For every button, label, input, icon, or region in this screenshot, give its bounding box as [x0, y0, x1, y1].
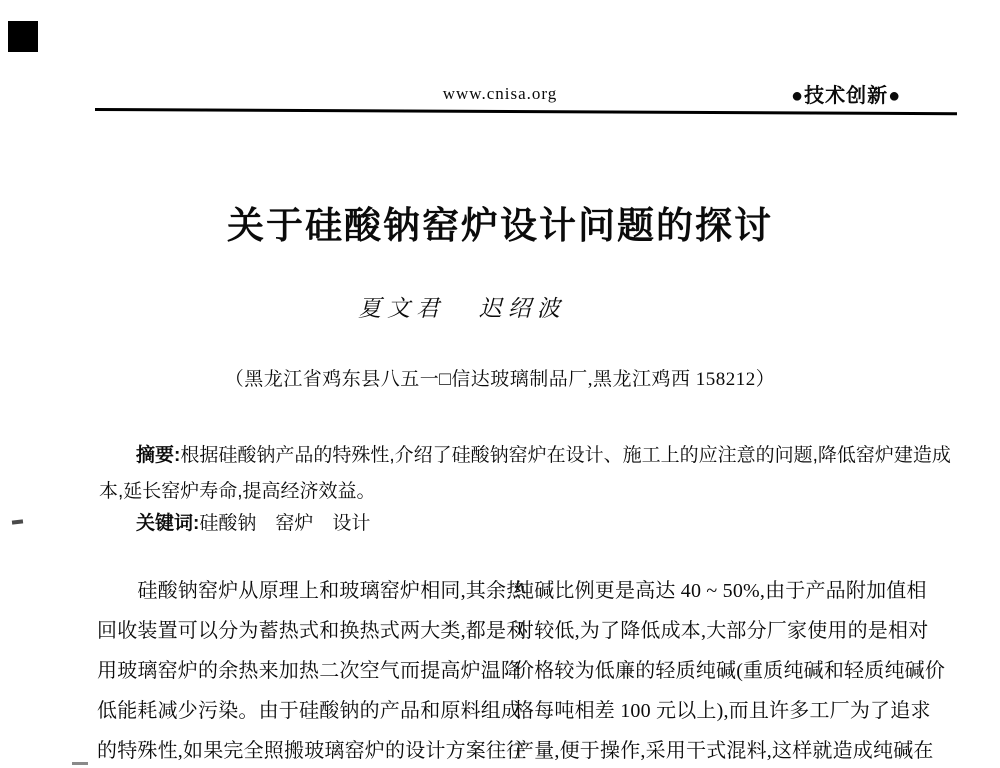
scan-artifact-corner-square: [8, 21, 38, 52]
scan-artifact-bottom-mark: [72, 762, 88, 765]
body-text-line: 回收装置可以分为蓄热式和换热式两大类,都是利: [97, 620, 527, 642]
body-text-line: 硅酸钠窑炉从原理上和玻璃窑炉相同,其余热: [97, 580, 527, 602]
abstract-line-2: 本,延长窑炉寿命,提高经济效益。: [99, 481, 376, 502]
body-column-right: [514, 571, 946, 768]
author-name-1: 夏文君: [358, 296, 446, 321]
paper-title: 关于硅酸钠窑炉设计问题的探讨: [227, 206, 773, 247]
keywords-label: 关键词:: [136, 513, 200, 534]
abstract-block: [99, 438, 951, 510]
abstract-text-1: 根据硅酸钠产品的特殊性,介绍了硅酸钠窑炉在设计、施工上的应注意的问题,降低窑炉建造成: [180, 445, 951, 466]
author-name-2: 迟绍波: [478, 296, 566, 321]
body-text-line: 价格较为低廉的轻质纯碱(重质纯碱和轻质纯碱价: [514, 660, 946, 682]
body-text-line: 产量,便于操作,采用干式混料,这样就造成纯碱在: [514, 740, 934, 762]
body-text-line: 纯碱比例更是高达 40 ~ 50%,由于产品附加值相: [514, 580, 927, 602]
scan-artifact-margin-tick: [12, 519, 23, 524]
header-rule: [95, 108, 957, 115]
author-list: [0, 290, 962, 323]
body-text-line: 低能耗减少污染。由于硅酸钠的产品和原料组成: [97, 700, 522, 722]
body-text-line: 用玻璃窑炉的余热来加热二次空气而提高炉温降: [97, 660, 522, 682]
header-section-badge: ●技术创新●: [791, 85, 902, 107]
affiliation-line: （黑龙江省鸡东县八五一□信达玻璃制品厂,黑龙江鸡西 158212）: [224, 369, 776, 390]
body-text-line: 对较低,为了降低成本,大部分厂家使用的是相对: [514, 620, 929, 642]
keywords-line: [99, 506, 948, 542]
body-text-line: 的特殊性,如果完全照搬玻璃窑炉的设计方案往往: [97, 740, 527, 762]
keywords-text: 硅酸钠 窑炉 设计: [199, 513, 371, 534]
abstract-label: 摘要:: [136, 445, 181, 466]
abstract-line-1: [99, 438, 951, 474]
header-site-url: www.cnisa.org: [442, 84, 558, 103]
body-column-left: [97, 571, 527, 768]
body-text-line: 格每吨相差 100 元以上),而且许多工厂为了追求: [514, 700, 931, 722]
